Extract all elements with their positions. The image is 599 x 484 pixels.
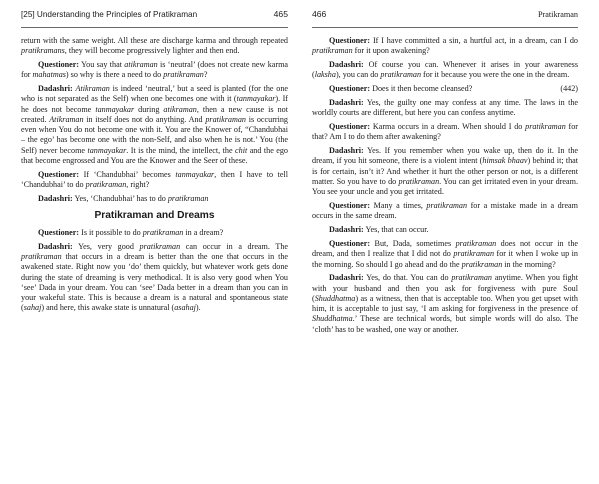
- left-page-body: [21, 36, 288, 314]
- right-page: [300, 0, 599, 484]
- paragraph: Questioner: Karma occurs in a dream. When should I do pratikraman for that? Am I to do them after awakening?: [312, 122, 578, 142]
- paragraph: Dadashri: Yes, that can occur.: [329, 225, 429, 235]
- paragraph: Dadashri: Yes, ‘Chandubhai’ has to do pratikraman: [38, 193, 209, 203]
- paragraph: Dadashri: Yes, the guilty one may confess at any time. The laws in the worldly courts are different, but here you can confess anytime.: [312, 98, 578, 118]
- paragraph: Questioner: If I have committed a sin, a hurtful act, in a dream, can I do pratikraman for it upon awakening?: [312, 36, 578, 56]
- paragraph: return with the same weight. All these are discharge karma and through repeated pratikramans, they will become progressively lighter and then end.: [21, 36, 288, 56]
- running-title: [25] Understanding the Principles of Pratikraman: [21, 10, 198, 19]
- paragraph: Dadashri: Of course you can. Whenever it arises in your awareness (laksha), you can do pratikraman for it because you were the one in the dream.: [312, 60, 578, 80]
- right-page-header: [312, 0, 578, 28]
- paragraph: Questioner: Is it possible to do pratikraman in a dream?: [38, 228, 224, 238]
- paragraph: Questioner: You say that atikraman is ‘neutral’ (does not create new karma for mahatmas) so why is there a need to do pratikraman?: [21, 60, 289, 80]
- paragraph: Dadashri: Yes, very good pratikraman can occur in a dream. The pratikraman that occurs in a dream is better than the one that occurs in the awakened state. Right now you ‘do’ them quickly, but whatever work gets done during the state of dreaming is very methodical. It is also very good when You ‘see’ Dada in your dream. You can ‘see’ Dada better in a dream than you can in your wakeful state. This is because a dream is a natural and spontaneous state (sahaj) and here, this awake state is unnatural (asahaj).: [21, 241, 288, 313]
- paragraph: Questioner: If ‘Chandubhai’ becomes tanmayakar, then I have to tell ‘Chandubhai’ to do pratikraman, right?: [21, 169, 288, 190]
- paragraph: Dadashri: Yes. If you remember when you wake up, then do it. In the dream, if you hit someone, there is a violent intent (himsak bhaav) behind it; that is for certain, isn’t it? And whether it hurt the other person or not, is a different matter. So you have to do pratikraman. You can get irritated even in your dream. You see your uncle and you get irritated.: [312, 146, 579, 197]
- page-number: 465: [273, 9, 288, 19]
- section-heading: Pratikraman and Dreams: [94, 210, 215, 222]
- paragraph: Questioner: Does it then become cleansed? (442): [329, 84, 578, 94]
- paragraph: Questioner: But, Dada, sometimes pratikraman does not occur in the dream, and then I realize that I did not do pratikraman for it when I woke up in the morning. So should I go ahead and do the pratikraman in the morning?: [312, 239, 578, 269]
- right-page-body: [312, 36, 578, 335]
- paragraph: Dadashri: Yes, do that. You can do pratikraman anytime. When you fight with your husband and then you ask for forgiveness with pure Soul (Shuddhatma) as a witness, then that is acceptable too. When you get upset with him, it is acceptable to just say, ‘I am asking for forgiveness in the presence of Shuddhatma.’ These are technical words, but simple words will do also. The ‘cloth’ has to be washed, one way or another.: [312, 273, 578, 334]
- paragraph: Questioner: Many a times, pratikraman for a mistake made in a dream occurs in the same dream.: [312, 201, 578, 221]
- running-title: Pratikraman: [537, 10, 578, 19]
- left-page-header: [21, 0, 288, 28]
- paragraph: Dadashri: Atikraman is indeed ‘neutral,’ but a seed is planted (for the one who is not separated as the Self) when one becomes one with it (tanmayakar). If he does not become tanmayakar during atikraman, then a new cause is not created. Atikraman in itself does not do anything. And pratikraman is occurring even when You do not become one with it. You are the Knower of, “Chandubhai – the ego’ has become one with the non-Self, and also when he is not.’ You (the Self) never become tanmayakar. It is the mind, the intellect, the chit and the ego that become engrossed and You are the Knower and the Seer of these.: [21, 84, 289, 165]
- page-number: 466: [312, 9, 327, 19]
- question-reference: (442): [560, 84, 578, 94]
